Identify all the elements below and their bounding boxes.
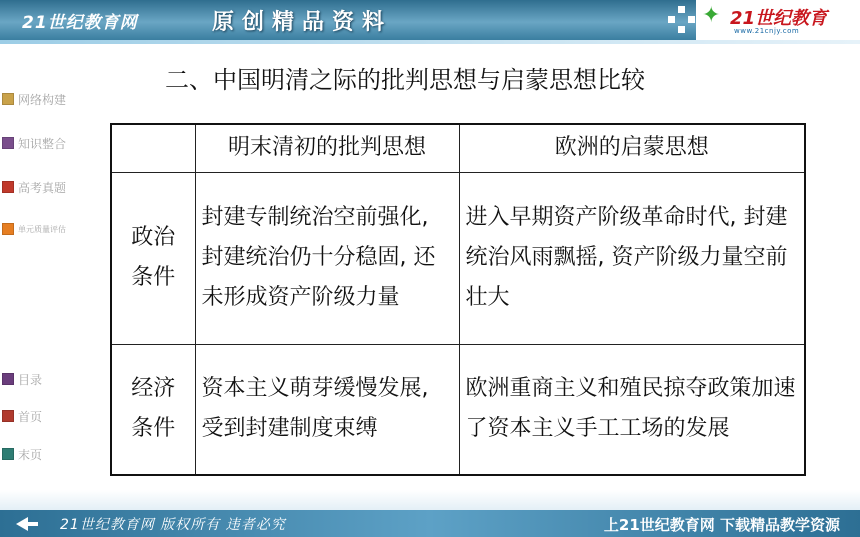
table-cell-china: 封建专制统治空前强化, 封建统治仍十分稳固, 还未形成资产阶级力量 [195,172,459,344]
square-bullet-icon [2,373,14,385]
footer-promo: 上21世纪教育网 下载精品教学资源 [603,516,840,534]
sidebar-item-label: 网络构建 [18,92,67,107]
sidebar-item-exam[interactable] [2,180,66,194]
sidebar-item-label: 知识整合 [18,136,67,151]
logo [696,0,860,40]
row-label-political [111,172,195,344]
square-bullet-icon [2,93,14,105]
logo-url: www.21cnjy.com [734,27,800,35]
sidebar-item-label: 单元质量评估 [18,224,66,234]
footer-copyright: 21世纪教育网 版权所有 违者必究 [60,517,286,533]
table-cell-china: 资本主义萌芽缓慢发展, 受到封建制度束缚 [195,344,459,475]
sidebar-item-label: 首页 [18,409,43,424]
row-label-economic [111,344,195,475]
table-row [111,172,805,344]
table-header-cell [111,124,195,172]
sidebar-item-contents[interactable] [2,372,42,386]
sidebar-item-assessment[interactable] [2,222,66,236]
sidebar-item-first-page[interactable] [2,409,42,423]
square-bullet-icon [2,181,14,193]
square-bullet-icon [2,410,14,422]
sidebar-item-label: 末页 [18,447,43,462]
square-bullet-icon [2,137,14,149]
back-arrow-icon[interactable] [16,517,28,531]
sidebar-item-network[interactable] [2,92,66,106]
header-divider [0,40,860,44]
table-row [111,344,805,475]
square-bullet-icon [2,223,14,235]
square-bullet-icon [2,448,14,460]
table-header-cell: 欧洲的启蒙思想 [459,124,805,172]
sidebar-item-label: 高考真题 [18,180,67,195]
page-title: 二、中国明清之际的批判思想与启蒙思想比较 [165,66,645,94]
sidebar-item-knowledge[interactable] [2,136,66,150]
table-cell-europe: 欧洲重商主义和殖民掠夺政策加速了资本主义手工工场的发展 [459,344,805,475]
logo-text: 21世纪教育 [730,8,828,29]
footer-fade [0,490,860,510]
row-label-line: 经济 [131,376,176,402]
runner-logo-icon: ✦ [702,3,721,28]
row-label-line: 条件 [131,265,176,291]
row-label-line: 政治 [131,225,176,251]
sidebar-item-label: 目录 [18,372,43,387]
table-header-row [111,124,805,172]
footer-bar [0,510,860,537]
comparison-table [110,123,806,476]
header-site-name: 21世纪教育网 [22,13,138,33]
header-bar [0,0,860,40]
header-slogan: 原创精品资料 [212,9,393,35]
sidebar-item-last-page[interactable] [2,447,42,461]
row-label-line: 条件 [131,416,176,442]
table-header-cell: 明末清初的批判思想 [195,124,459,172]
table-cell-europe: 进入早期资产阶级革命时代, 封建统治风雨飘摇, 资产阶级力量空前壮大 [459,172,805,344]
decorative-squares-icon [668,6,698,34]
